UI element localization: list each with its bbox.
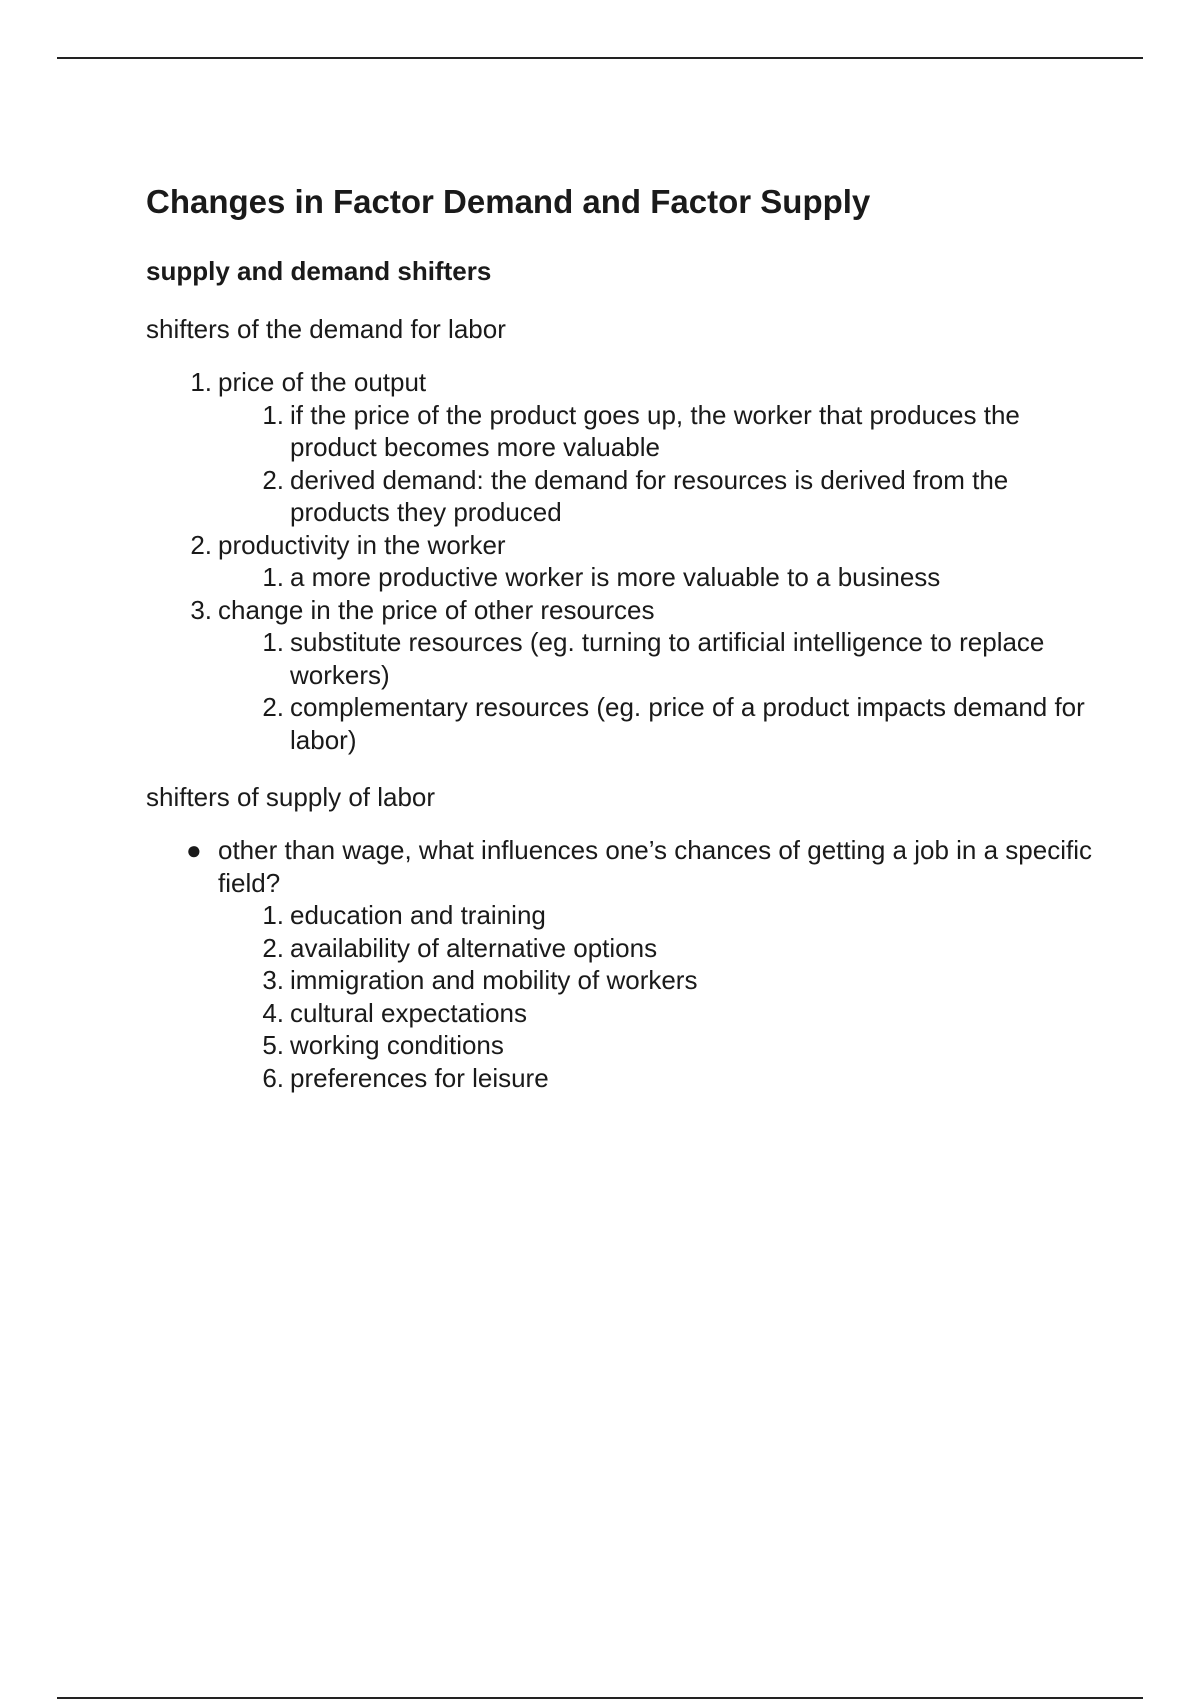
- list-marker: 1.: [262, 399, 284, 430]
- list-marker: 1.: [262, 562, 284, 592]
- page-bottom-rule: [57, 1697, 1143, 1699]
- bullet-icon: ●: [186, 835, 202, 865]
- list-item-text: cultural expectations: [290, 997, 528, 1028]
- list-item: [254, 997, 1096, 1030]
- document-body: [146, 178, 1096, 1094]
- list-item: [254, 464, 1096, 529]
- list-marker: 3.: [262, 965, 284, 995]
- list-item: [182, 529, 1096, 594]
- list-marker: 2.: [262, 932, 284, 963]
- list-item: [254, 1062, 1096, 1095]
- list-item: [254, 932, 1096, 965]
- list-item-text: if the price of the product goes up, the worker that produces the product becomes more valuable: [290, 399, 1020, 462]
- list-item-text: immigration and mobility of workers: [290, 965, 698, 995]
- list-item-text: price of the output: [218, 367, 427, 397]
- list-item-text: working conditions: [290, 1030, 504, 1060]
- list-marker: 2.: [262, 692, 284, 722]
- list-item: [254, 1029, 1096, 1062]
- demand-shifters-label: shifters of the demand for labor: [146, 314, 506, 344]
- list-item-text: preferences for leisure: [290, 1062, 549, 1093]
- supply-shifters-label: shifters of supply of labor: [146, 782, 436, 812]
- list-marker: 5.: [262, 1030, 284, 1060]
- nested-list: [254, 899, 1096, 1094]
- list-item: [182, 366, 1096, 529]
- list-item-text: change in the price of other resources: [218, 594, 655, 625]
- page-title: Changes in Factor Demand and Factor Supply: [146, 183, 871, 220]
- list-item-text: substitute resources (eg. turning to artificial intelligence to replace workers): [290, 627, 1045, 690]
- list-item-text: a more productive worker is more valuable to a business: [290, 562, 941, 592]
- list-item: [254, 964, 1096, 997]
- nested-list: [254, 561, 1096, 594]
- list-marker: 4.: [262, 997, 284, 1028]
- list-item: [254, 899, 1096, 932]
- list-item: [254, 691, 1096, 756]
- nested-list: [254, 399, 1096, 529]
- list-marker: 1.: [262, 627, 284, 657]
- demand-shifters-list: [182, 366, 1096, 756]
- list-item-text: productivity in the worker: [218, 529, 506, 560]
- list-item-text: availability of alternative options: [290, 932, 658, 963]
- list-item-text: other than wage, what influences one’s chances of getting a job in a specific field?: [218, 835, 1092, 898]
- list-item: [182, 594, 1096, 757]
- list-item: [254, 399, 1096, 464]
- page-top-rule: [57, 57, 1143, 59]
- list-item-text: derived demand: the demand for resources is derived from the products they produced: [290, 464, 1009, 527]
- list-marker: 3.: [190, 594, 212, 625]
- list-marker: 1.: [190, 367, 212, 397]
- list-marker: 6.: [262, 1062, 284, 1093]
- list-marker: 2.: [262, 464, 284, 495]
- section-subheading: supply and demand shifters: [146, 256, 492, 286]
- list-item-text: education and training: [290, 900, 546, 930]
- list-marker: 2.: [190, 529, 212, 560]
- list-item: [254, 561, 1096, 594]
- list-item: [254, 626, 1096, 691]
- bullet-item: [182, 834, 1096, 1094]
- list-item-text: complementary resources (eg. price of a product impacts demand for labor): [290, 692, 1085, 755]
- nested-list: [254, 626, 1096, 756]
- supply-shifters-list: [182, 834, 1096, 1094]
- list-marker: 1.: [262, 900, 284, 930]
